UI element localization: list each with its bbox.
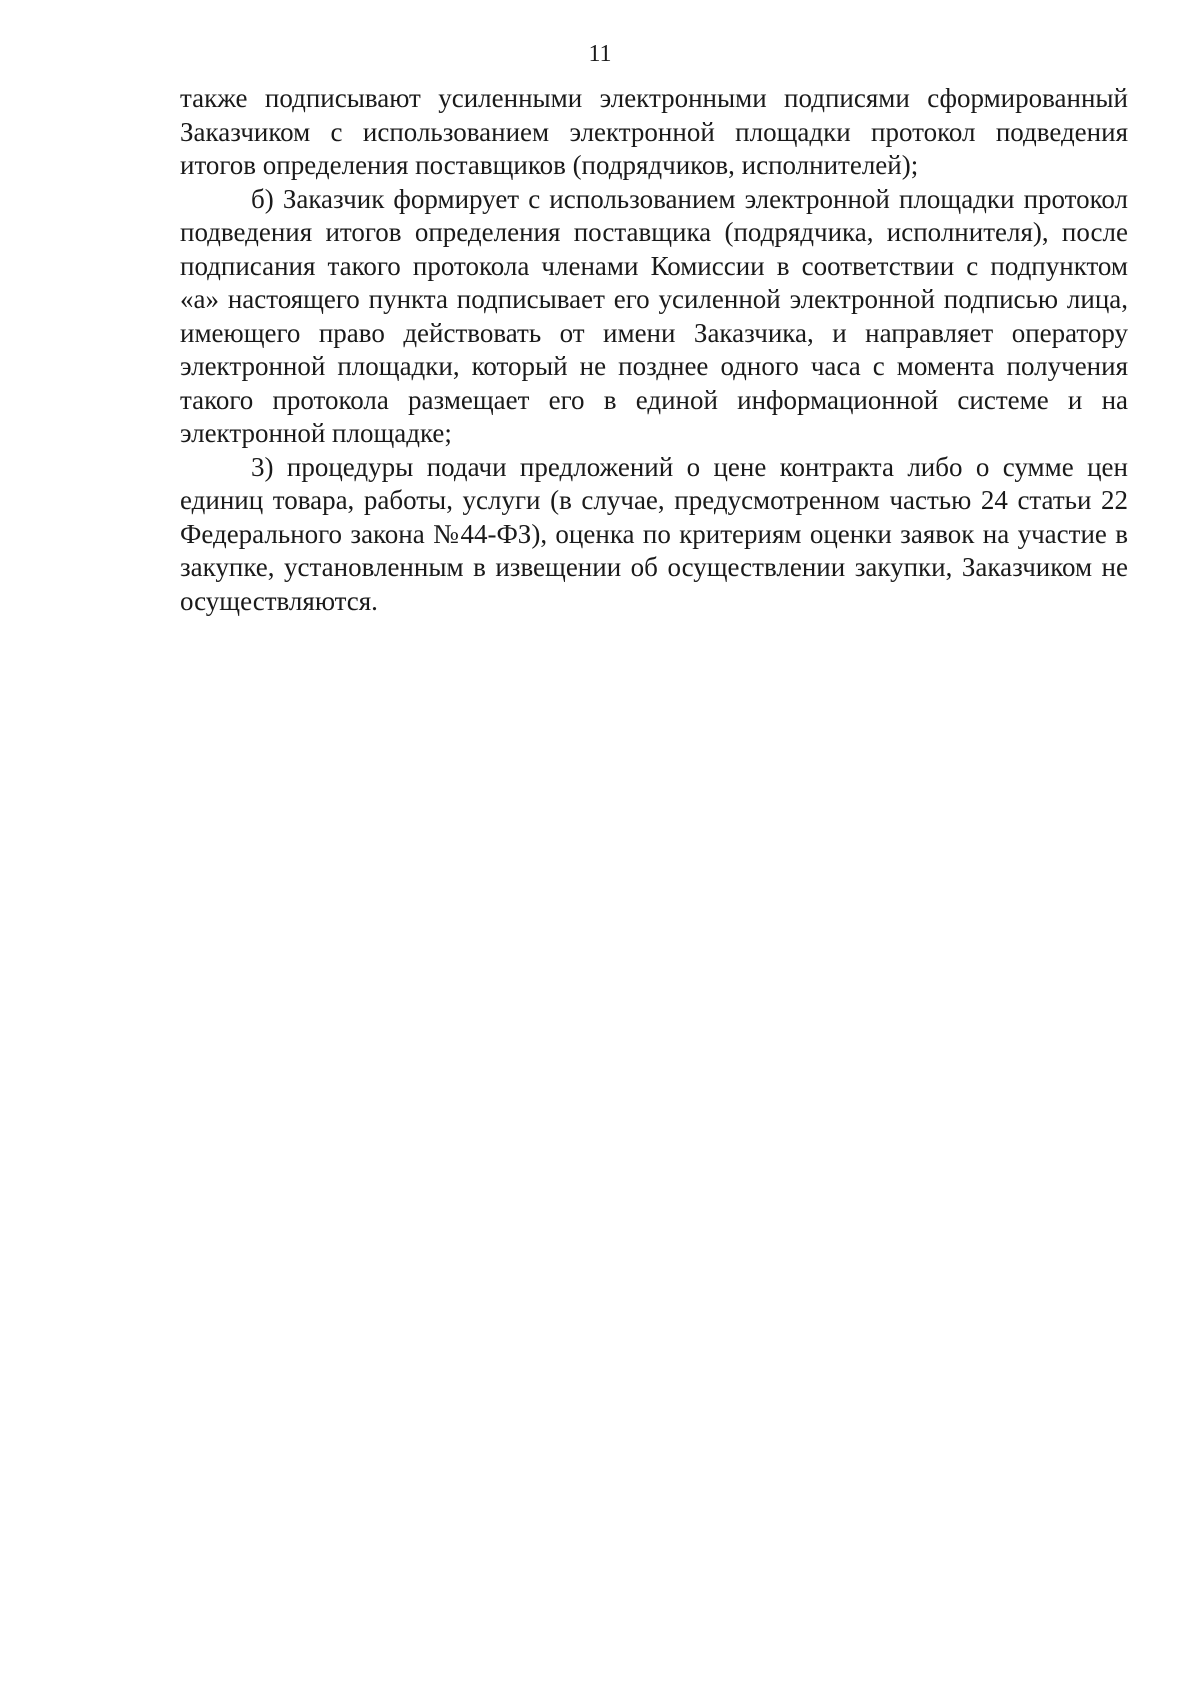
paragraph-subitem-b: б) Заказчик формирует с использованием электронной площадки протокол подведения итогов определения поставщика (подрядчика, исполнителя), после подписания такого протокола членами Комиссии в соответствии с подпунктом «а» настоящего пункта подписывает его усиленной электронной подписью лица, имеющего право действовать от имени Заказчика, и направляет оператору электронной площадки, который не позднее одного часа с момента получения такого протокола размещает его в единой информационной системе и на электронной площадке; — [180, 183, 1128, 448]
body-text — [180, 82, 1128, 618]
page-number: 11 — [588, 41, 612, 67]
paragraph-continuation: также подписывают усиленными электронными подписями сформированный Заказчиком с использованием электронной площадки протокол подведения итогов определения поставщиков (подрядчиков, исполнителей); — [180, 83, 1128, 180]
paragraph-item-3: 3) процедуры подачи предложений о цене контракта либо о сумме цен единиц товара, работы, услуги (в случае, предусмотренном частью 24 статьи 22 Федерального закона №44-ФЗ), оценка по критериям оценки заявок на участие в закупке, установленным в извещении об осуществлении закупки, Заказчиком не осуществляются. — [180, 451, 1128, 616]
